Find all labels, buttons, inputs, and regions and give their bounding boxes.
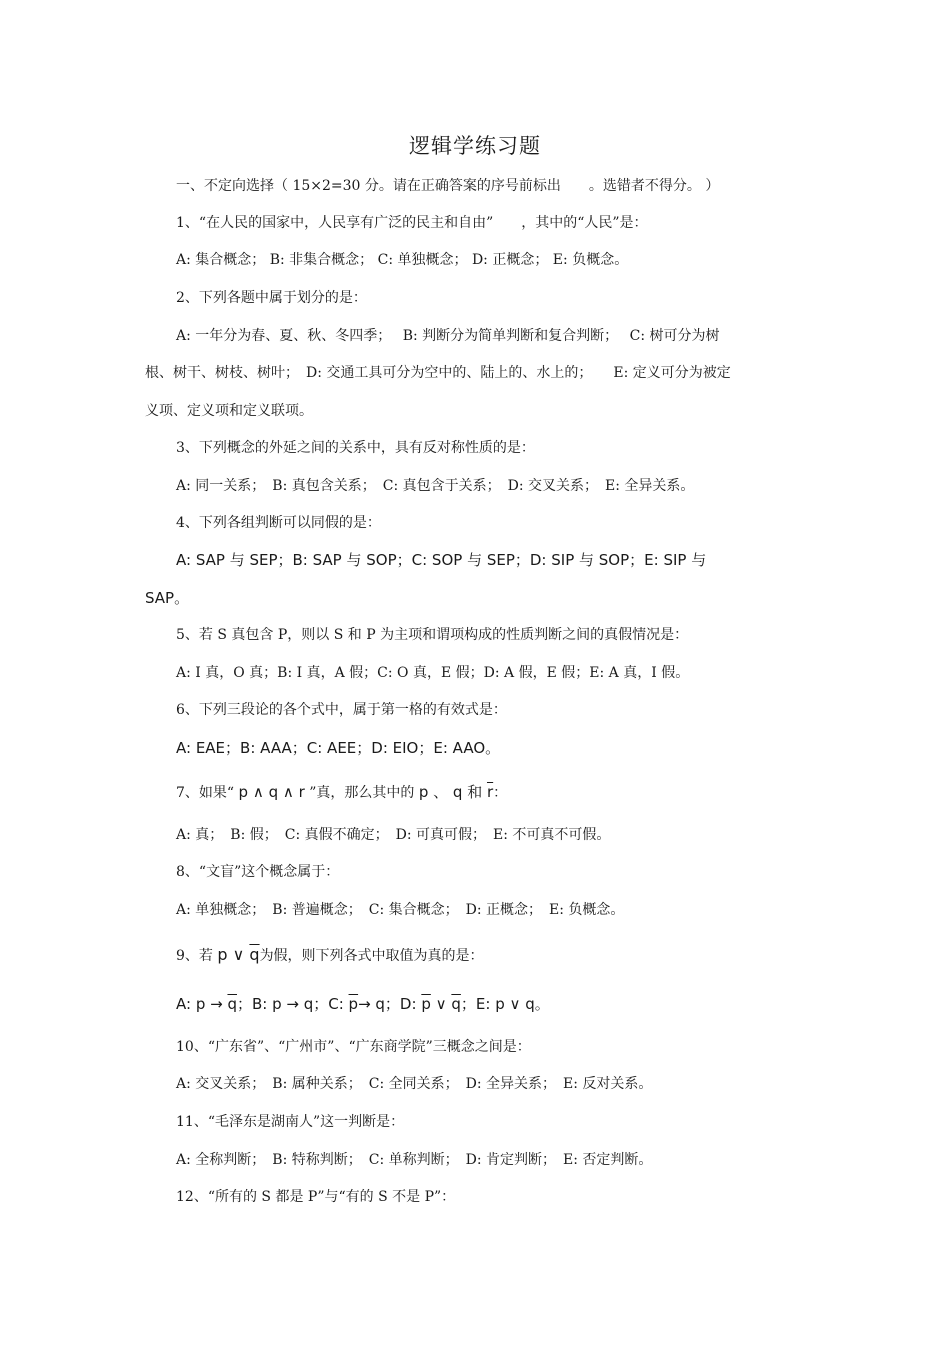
question-2: 2、下列各题中属于划分的是：: [176, 290, 367, 306]
options-5: A: I 真，O 真；B: I 真，A 假；C: O 真，E 假；D: A 假，E 假；E: A 真，I 假。: [176, 665, 690, 681]
question-4: 4、下列各组判断可以同假的是：: [176, 515, 381, 531]
question-7: [176, 782, 507, 803]
options-2-line-1: A: 一年分为春、夏、秋、冬四季； B: 判断分为简单判断和复合判断； C: 树可分为树: [176, 328, 720, 344]
question-3: 3、下列概念的外延之间的关系中，具有反对称性质的是：: [176, 440, 535, 456]
option-9d-or: ∨: [430, 995, 452, 1013]
question-9-suffix: 为假，则下列各式中取值为真的是：: [259, 948, 484, 964]
option-9a-not-q: $\overline{q}$: [227, 995, 237, 1013]
question-12: 12、“所有的 S 都是 P”与“有的 S 不是 P”：: [176, 1189, 456, 1205]
options-7: A: 真； B: 假； C: 真假不确定； D: 可真可假； E: 不可真不可假。: [176, 827, 611, 843]
option-9b: ；B: p → q；C:: [236, 995, 349, 1013]
options-4-line-1: A: SAP 与 SEP；B: SAP 与 SOP；C: SOP 与 SEP；D: SIP 与 SOP；E: SIP 与: [176, 551, 707, 569]
question-11: 11、“毛泽东是湖南人”这一判断是：: [176, 1114, 405, 1130]
question-5: 5、若 S 真包含 P，则以 S 和 P 为主项和谓项构成的性质判断之间的真假情况是：: [176, 627, 689, 643]
question-9: [176, 945, 484, 966]
page-title: 逻辑学练习题: [409, 134, 541, 158]
options-2-line-3: 义项、定义项和定义联项。: [145, 403, 313, 419]
question-9-not-q: $\overline{q}$: [249, 945, 260, 964]
question-7-prefix: 7、如果“: [176, 785, 235, 801]
options-9: [176, 994, 550, 1014]
section-heading: 一、不定向选择（ 15×2=30 分。请在正确答案的序号前标出 。选错者不得分。 ）: [176, 178, 720, 194]
question-9-p-or: p ∨: [217, 945, 250, 964]
question-8: 8、“文盲”这个概念属于：: [176, 864, 340, 880]
question-7-not-r: $\overline{r}$: [486, 783, 494, 801]
option-9c: → q；D:: [358, 995, 422, 1013]
options-8: A: 单独概念； B: 普遍概念； C: 集合概念； D: 正概念； E: 负概念。: [176, 902, 625, 918]
question-1: 1、“在人民的国家中，人民享有广泛的民主和自由” ，其中的“人民”是：: [176, 215, 648, 231]
question-7-mid: ”真，那么其中的: [309, 785, 415, 801]
options-1: A: 集合概念； B: 非集合概念； C: 单独概念； D: 正概念； E: 负概念。: [176, 252, 629, 268]
option-9a: A: p →: [176, 995, 228, 1013]
option-9e: ；E: p ∨ q。: [460, 995, 550, 1013]
options-2-line-2: 根、树干、树枝、树叶； D: 交通工具可分为空中的、陆上的、水上的； E: 定义可分为被定: [145, 365, 731, 381]
option-9c-not-p: $\overline{p}$: [348, 995, 359, 1013]
options-3: A: 同一关系； B: 真包含关系； C: 真包含于关系； D: 交叉关系； E: 全异关系。: [176, 478, 695, 494]
options-4-line-2: SAP。: [145, 589, 190, 607]
option-9d-not-p: $\overline{p}$: [421, 995, 431, 1013]
options-11: A: 全称判断； B: 特称判断； C: 单称判断； D: 肯定判断； E: 否定判断。: [176, 1152, 653, 1168]
question-9-prefix: 9、若: [176, 948, 218, 964]
question-6: 6、下列三段论的各个式中，属于第一格的有效式是：: [176, 702, 507, 718]
question-7-expression: p ∧ q ∧ r: [238, 783, 305, 801]
question-10: 10、“广东省”、“广州市”、“广东商学院”三概念之间是：: [176, 1039, 531, 1055]
question-7-end: ：: [493, 785, 508, 801]
options-10: A: 交叉关系； B: 属种关系； C: 全同关系； D: 全异关系； E: 反对关系。: [176, 1076, 653, 1092]
option-9d-not-q: $\overline{q}$: [451, 995, 461, 1013]
question-7-vars: p 、 q 和: [418, 783, 487, 801]
options-6: A: EAE；B: AAA；C: AEE；D: EIO；E: AAO。: [176, 739, 501, 757]
